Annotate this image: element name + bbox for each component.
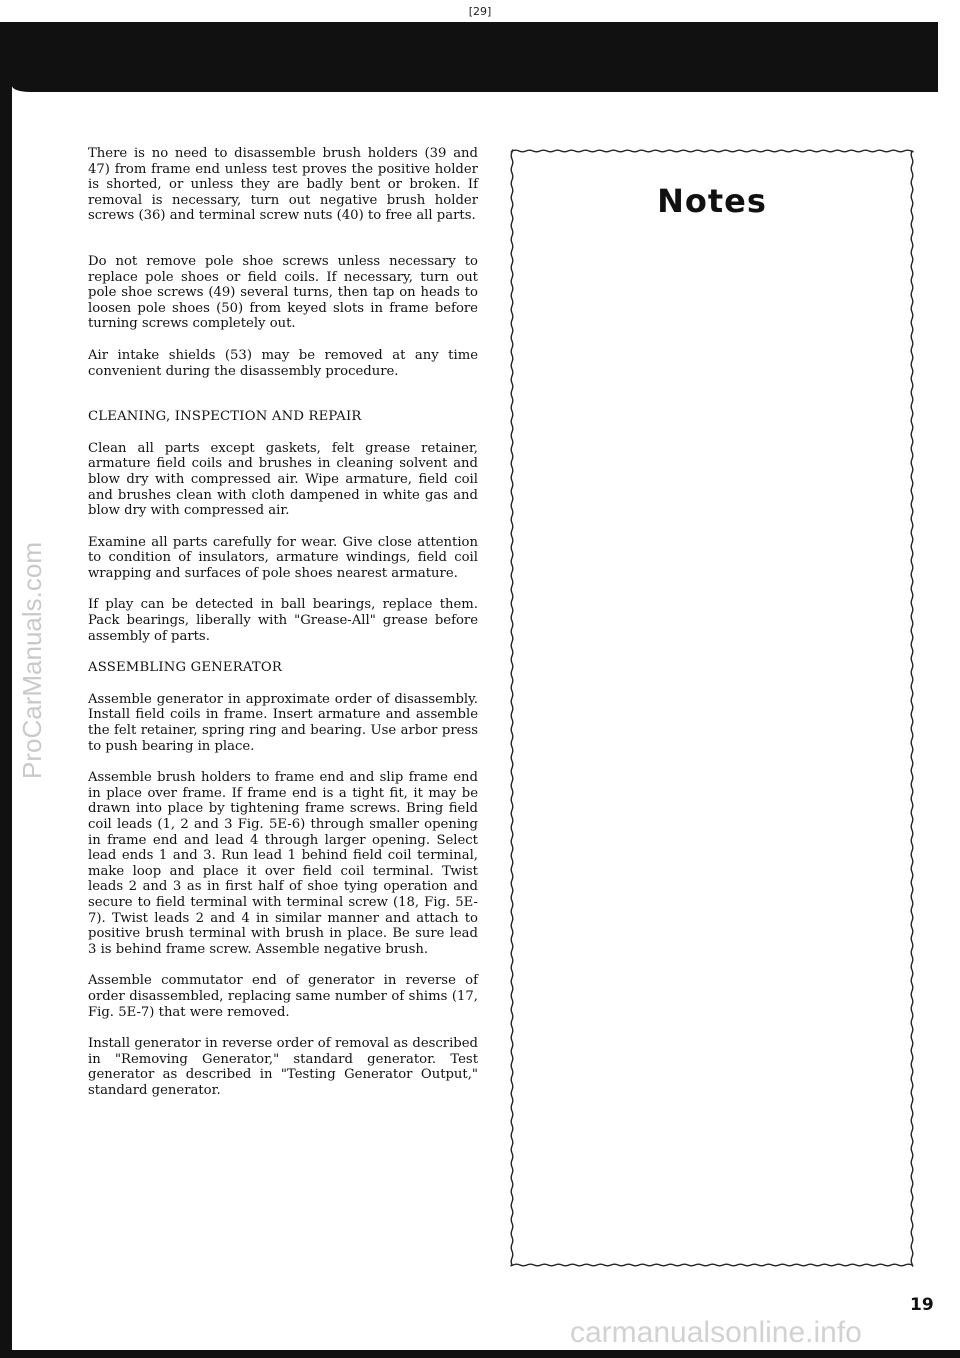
notes-box <box>509 148 915 1268</box>
page-number: 19 <box>910 1295 934 1315</box>
main-text-column <box>88 146 478 1115</box>
paragraph-ball-bearings: If play can be detected in ball bearings, replace them. Pack bearings, liberally with "Grease-All" grease before assembly of parts. <box>88 597 478 644</box>
paragraph-clean-parts: Clean all parts except gaskets, felt grease retainer, armature field coils and brushes in cleaning solvent and blow dry with compressed air. Wipe armature, field coil and brushes clean with cloth dampened in white gas and blow dry with compressed air. <box>88 440 478 519</box>
header-band <box>12 22 938 92</box>
paragraph-air-intake: Air intake shields (53) may be removed at any time convenient during the disassembly procedure. <box>88 347 478 379</box>
notes-title: Notes <box>657 182 767 220</box>
notes-wavy-border <box>509 148 915 1268</box>
paragraph-commutator-end: Assemble commutator end of generator in reverse of order disassembled, replacing same number of shims (17, Fig. 5E-7) that were removed. <box>88 973 478 1020</box>
bottom-border-bar <box>0 1350 960 1358</box>
paragraph-examine-parts: Examine all parts carefully for wear. Give close attention to condition of insulators, armature windings, field coil wrapping and surfaces of pole shoes nearest armature. <box>88 534 478 581</box>
page-marker: [29] <box>468 5 492 18</box>
paragraph-assemble-generator: Assemble generator in approximate order of disassembly. Install field coils in frame. Insert armature and assemble the felt retainer, spring ring and bearing. Use arbor press to push bearing in place. <box>88 691 478 754</box>
heading-assembling: ASSEMBLING GENERATOR <box>88 660 283 676</box>
paragraph-brush-holder-assembly: Assemble brush holders to frame end and slip frame end in place over frame. If frame end is a tight fit, it may be drawn into place by tightening frame screws. Bring field coil leads (1, 2 and 3 Fig. 5E-6) through smaller opening in frame end and lead 4 through larger opening. Select lead ends 1 and 3. Run lead 1 behind field coil terminal, make loop and place it over field coil terminal. Twist leads 2 and 3 as in first half of shoe tying operation and secure to field terminal with terminal screw (18, Fig. 5E-7). Twist leads 2 and 4 in similar manner and attach to positive brush terminal with brush in place. Be sure lead 3 is behind frame screw. Assemble negative brush. <box>88 770 478 957</box>
paragraph-brush-holders: There is no need to disassemble brush holders (39 and 47) from frame end unless test proves the positive holder is shorted, or unless they are badly bent or broken. If removal is necessary, turn out negative brush holder screws (36) and terminal screw nuts (40) to free all parts. <box>88 146 478 224</box>
paragraph-install-generator: Install generator in reverse order of removal as described in "Removing Generator," standard generator. Test generator as described in "Testing Generator Output," standard generator. <box>88 1036 478 1098</box>
bottom-watermark: carmanualsonline.info <box>570 1316 862 1349</box>
side-watermark <box>12 541 52 779</box>
side-watermark-text: ProCarManuals.com <box>16 541 47 779</box>
heading-cleaning: CLEANING, INSPECTION AND REPAIR <box>88 409 362 425</box>
paragraph-pole-shoes: Do not remove pole shoe screws unless necessary to replace pole shoes or field coils. If necessary, turn out pole shoe screws (49) several turns, then tap on heads to loosen pole shoes (50) from keyed slots in frame before turning screws completely out. <box>88 253 478 332</box>
left-border-bar <box>0 22 12 1352</box>
